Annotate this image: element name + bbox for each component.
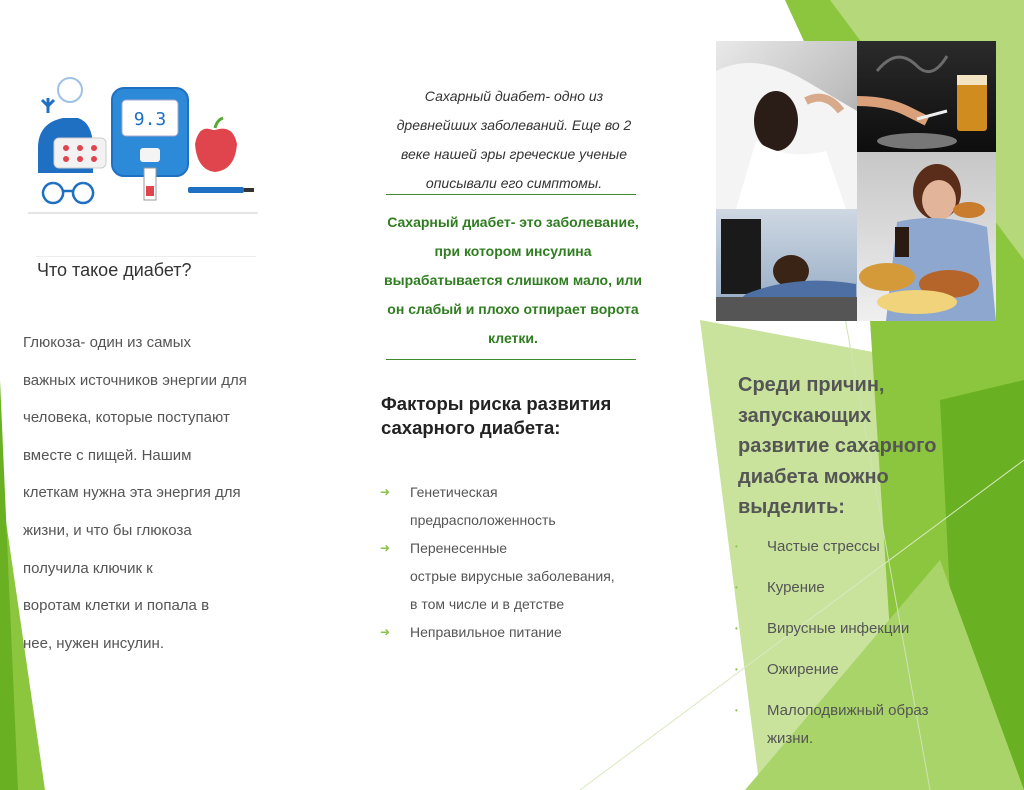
- item-line: Частые стрессы: [767, 538, 880, 555]
- flower-icon: [58, 78, 82, 102]
- item-line: предрасположенность: [410, 512, 556, 528]
- arrow-bullet-icon: ➜: [380, 485, 391, 499]
- meter-reading: 9.3: [133, 109, 167, 130]
- dot-bullet-icon: •: [735, 542, 738, 551]
- list-item: [735, 615, 985, 656]
- list-item: [735, 656, 985, 697]
- list-item: [735, 697, 985, 753]
- item-line: Перенесенные: [410, 540, 508, 556]
- intro-line: веке нашей эры греческие ученые: [401, 146, 627, 162]
- paragraph-line: нее, нужен инсулин.: [23, 634, 164, 652]
- item-line: Ожирение: [767, 661, 839, 678]
- paragraph-line: вместе с пищей. Нашим: [23, 446, 192, 464]
- arrow-bullet-icon: ➜: [380, 541, 391, 555]
- item-line: жизни.: [767, 730, 814, 747]
- paragraph-line: жизни, и что бы глюкоза: [23, 521, 192, 539]
- heading-line: Среди причин,: [738, 374, 885, 396]
- heading-line: сахарного диабета:: [381, 417, 561, 438]
- paragraph-line: клеткам нужна эта энергия для: [23, 484, 241, 502]
- dot-bullet-icon: •: [735, 706, 738, 715]
- intro-line: древнейших заболеваний. Еще во 2: [396, 117, 632, 133]
- item-line: острые вирусные заболевания,: [410, 568, 615, 584]
- heading-line: развитие сахарного: [738, 435, 937, 457]
- divider-bottom: [386, 359, 636, 360]
- paragraph-line: Глюкоза- один из самых: [23, 334, 192, 351]
- glucose-meter-illustration: [28, 68, 268, 218]
- heading-line: диабета можно: [738, 465, 889, 488]
- item-line: Неправильное питание: [410, 624, 562, 640]
- intro-line: Сахарный диабет- одно из: [424, 88, 604, 104]
- definition-line: вырабатывается слишком мало, или: [384, 272, 642, 288]
- list-item: [735, 533, 985, 574]
- glucose-paragraph: [23, 324, 298, 662]
- title-divider: [36, 256, 256, 257]
- item-line: Малоподвижный образ: [767, 702, 929, 719]
- definition-line: он слабый и плохо отпирает ворота: [387, 301, 639, 317]
- risk-factors-list: [380, 478, 680, 646]
- sedentary-photo: [716, 209, 857, 321]
- stress-photo: [716, 41, 857, 209]
- heading-line: запускающих: [738, 404, 872, 427]
- dot-bullet-icon: •: [735, 624, 738, 633]
- paragraph-line: воротам клетки и попала в: [23, 597, 210, 615]
- apple-icon: [195, 129, 237, 172]
- dot-bullet-icon: •: [735, 665, 738, 674]
- list-item: [380, 534, 680, 618]
- causes-heading: [738, 370, 978, 523]
- intro-line: описывали его симптомы.: [425, 175, 603, 191]
- obesity-photo: [857, 152, 996, 321]
- risk-factors-heading: [381, 392, 671, 440]
- insulin-pen-icon: [188, 187, 244, 193]
- history-intro: [366, 82, 662, 198]
- definition-line: Сахарный диабет- это заболевание,: [387, 214, 639, 230]
- arrow-bullet-icon: ➜: [380, 625, 391, 639]
- paragraph-line: человека, которые поступают: [23, 409, 230, 427]
- item-line: Курение: [767, 579, 825, 596]
- paragraph-line: получила ключик к: [23, 559, 153, 577]
- heading-line: Факторы риска развития: [381, 393, 612, 414]
- what-is-diabetes-title: Что такое диабет?: [37, 260, 192, 280]
- paragraph-line: важных источников энергии для: [23, 371, 247, 389]
- item-line: Вирусные инфекции: [767, 620, 910, 637]
- smoking-photo: [857, 41, 996, 152]
- list-item: [380, 618, 680, 646]
- heading-line: выделить:: [738, 496, 845, 518]
- diabetes-definition: [360, 208, 666, 353]
- glasses-icon: [43, 183, 93, 203]
- causes-list: [735, 533, 985, 753]
- definition-line: при котором инсулина: [434, 243, 592, 259]
- item-line: в том числе и в детстве: [410, 596, 565, 612]
- definition-line: клетки.: [488, 330, 538, 346]
- item-line: Генетическая: [410, 484, 498, 500]
- list-item: [735, 574, 985, 615]
- list-item: [380, 478, 680, 534]
- divider-top: [386, 194, 636, 195]
- dot-bullet-icon: •: [735, 583, 738, 592]
- pill-blister-icon: [54, 138, 106, 168]
